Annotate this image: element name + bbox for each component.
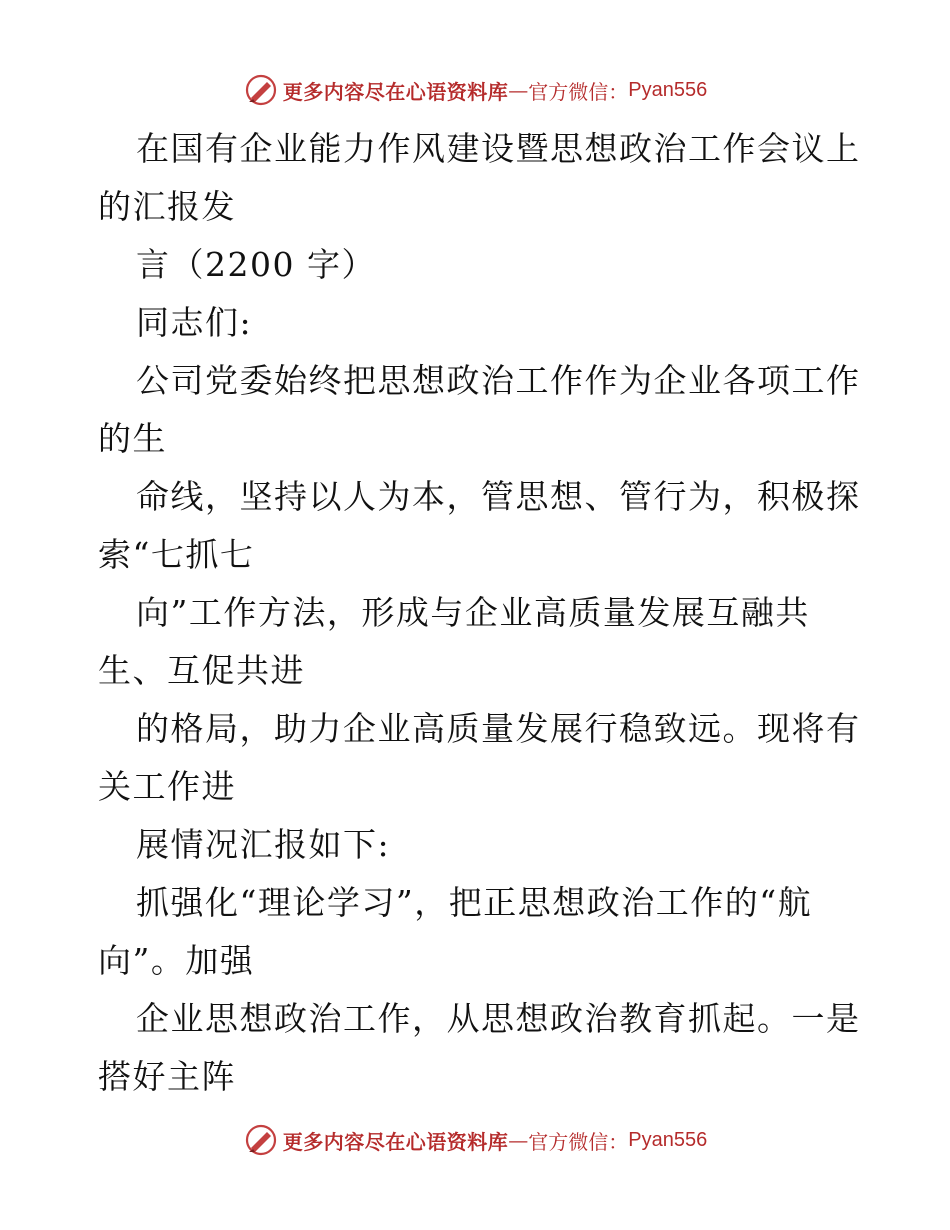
text-line: 的汇报发 (98, 187, 236, 226)
text-line: 向”工作方法，形成与企业高质量发展互融共 (136, 593, 810, 632)
pen-logo-icon (243, 72, 279, 108)
pen-logo-icon (243, 1122, 279, 1158)
text-line: 的格局，助力企业高质量发展行稳致远。现将有 (136, 709, 861, 748)
watermark-wechat-label: 官方微信： (528, 79, 629, 104)
watermark-wechat-label: 官方微信： (528, 1129, 629, 1154)
text-line: 企业思想政治工作，从思想政治教育抓起。一是 (136, 999, 861, 1038)
text-line: 索“七抓七 (98, 535, 255, 574)
text-line: 的生 (98, 419, 167, 458)
watermark-brand: 更多内容尽在心语资料库 (282, 79, 509, 104)
text-line: 向”。加强 (98, 941, 255, 980)
text-line: 言（2200 字） (136, 245, 376, 284)
watermark-brand: 更多内容尽在心语资料库 (282, 1129, 509, 1154)
text-line: 展情况汇报如下: (136, 825, 391, 864)
text-line: 公司党委始终把思想政治工作作为企业各项工作 (136, 361, 861, 400)
text-line: 抓强化“理论学习”，把正思想政治工作的“航 (136, 883, 813, 922)
document-body (98, 120, 861, 1106)
text-line: 在国有企业能力作风建设暨思想政治工作会议上 (136, 129, 861, 168)
watermark-separator: — (508, 1128, 529, 1152)
watermark-wechat-id: Pyan556 (628, 1128, 708, 1151)
watermark-banner-top (0, 70, 950, 110)
text-line: 生、互促共进 (98, 651, 305, 690)
text-line: 关工作进 (98, 767, 236, 806)
watermark-separator: — (508, 78, 529, 102)
text-line: 同志们: (136, 303, 253, 342)
text-line: 命线，坚持以人为本，管思想、管行为，积极探 (136, 477, 861, 516)
text-line: 搭好主阵 (98, 1057, 236, 1096)
watermark-wechat-id: Pyan556 (628, 78, 708, 101)
watermark-banner-bottom (0, 1120, 950, 1160)
